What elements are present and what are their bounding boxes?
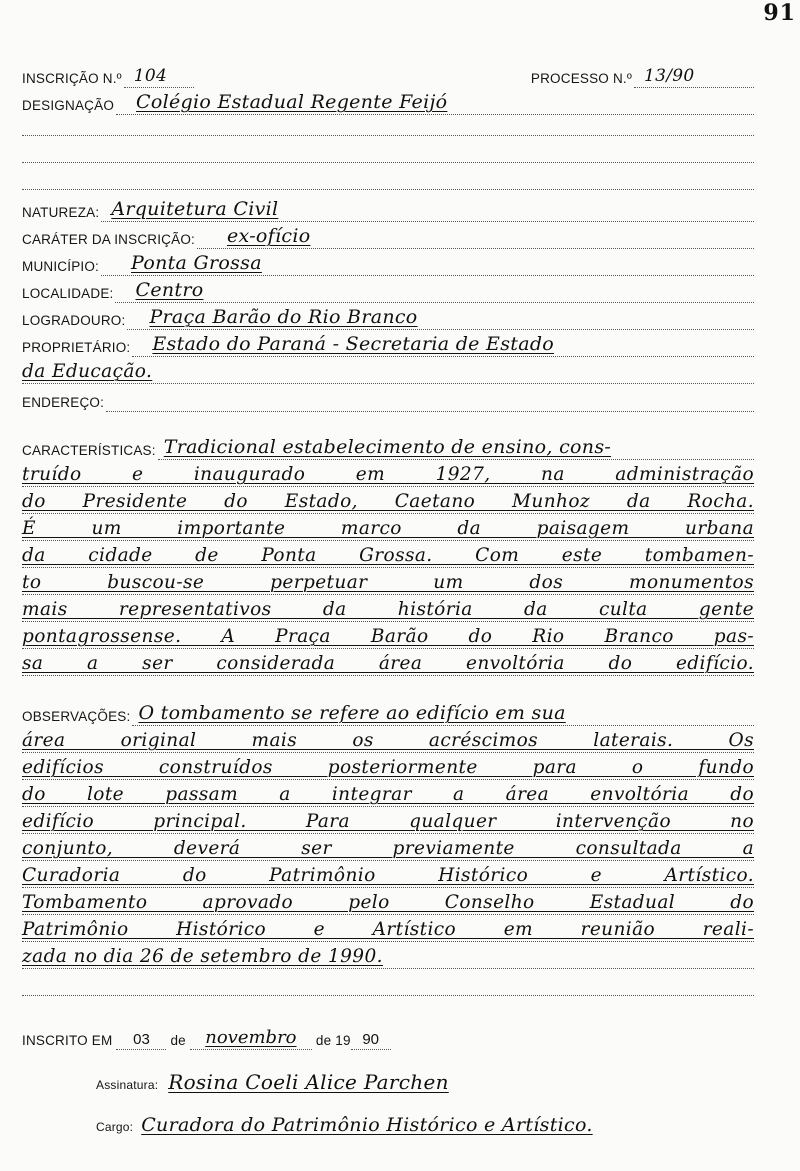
blank-line — [22, 162, 754, 190]
municipio-label: MUNICÍPIO: — [22, 259, 100, 274]
logradouro-row — [22, 302, 754, 330]
logradouro-field — [127, 303, 754, 330]
caracteristicas-line — [22, 486, 754, 514]
blank-line — [22, 108, 754, 136]
caracteristicas-line — [22, 513, 754, 541]
observacoes-field — [132, 699, 754, 726]
blank-line — [22, 968, 754, 996]
inscrito-row — [22, 1024, 395, 1050]
observacoes-line — [22, 806, 754, 834]
observacoes-text: edifício principal. Para qualquer intervenção no — [22, 811, 754, 832]
logradouro-label: LOGRADOURO: — [22, 313, 126, 328]
cargo-value: Curadora do Patrimônio Histórico e Artístico. — [141, 1114, 593, 1136]
observacoes-text: Tombamento aprovado pelo Conselho Estadual do — [22, 892, 754, 913]
caracteristicas-line-1: Tradicional estabelecimento de ensino, cons- — [163, 436, 612, 458]
observacoes-text: conjunto, deverá ser previamente consultada a — [22, 838, 754, 859]
caracteristicas-field — [158, 433, 754, 460]
observacoes-text: do lote passam a integrar a área envoltória do — [22, 784, 754, 805]
blank-line — [22, 135, 754, 163]
observacoes-text: área original mais os acréscimos laterais. Os — [22, 730, 754, 751]
endereco-field — [106, 385, 754, 412]
proprietario-line-2: da Educação. — [22, 361, 153, 382]
assinatura-signature: Rosina Coeli Alice Parchen — [168, 1070, 449, 1094]
carater-row — [22, 221, 754, 249]
municipio-field — [101, 249, 754, 276]
processo-label: PROCESSO N.º — [530, 71, 632, 86]
observacoes-text: Curadoria do Patrimônio Histórico e Artístico. — [22, 865, 754, 886]
observacoes-line — [22, 833, 754, 861]
localidade-value: Centro — [135, 279, 204, 301]
caracteristicas-text: do Presidente do Estado, Caetano Munhoz da Rocha. — [22, 491, 754, 512]
municipio-value: Ponta Grossa — [131, 252, 262, 274]
caracteristicas-text: truído e inaugurado em 1927, na administração — [22, 464, 754, 485]
natureza-label: NATUREZA: — [22, 205, 100, 220]
inscrito-year-label: de 19 — [315, 1033, 351, 1048]
cargo-row — [96, 1108, 593, 1136]
inscrito-day: 03 — [116, 1031, 166, 1050]
localidade-row — [22, 275, 754, 303]
cargo-label: Cargo: — [96, 1120, 134, 1134]
proprietario-continuation — [22, 356, 754, 384]
proprietario-field — [132, 330, 754, 357]
caracteristicas-text: to buscou-se perpetuar um dos monumentos — [22, 572, 754, 593]
caracteristicas-text: sa a ser considerada área envoltória do edifício. — [22, 653, 754, 674]
assinatura-label: Assinatura: — [96, 1078, 159, 1092]
observacoes-text: zada no dia 26 de setembro de 1990. — [22, 946, 383, 967]
observacoes-line — [22, 779, 754, 807]
caracteristicas-line — [22, 459, 754, 487]
logradouro-value: Praça Barão do Rio Branco — [149, 306, 418, 328]
proprietario-label: PROPRIETÁRIO: — [22, 340, 131, 355]
inscrito-year: 90 — [351, 1031, 391, 1050]
carater-value: ex-ofício — [226, 225, 311, 247]
caracteristicas-line — [22, 594, 754, 622]
observacoes-text: Patrimônio Histórico e Artístico em reunião reali- — [22, 919, 754, 940]
inscrito-month: novembro — [190, 1027, 312, 1050]
proprietario-line-1: Estado do Paraná - Secretaria de Estado — [152, 333, 555, 355]
caracteristicas-text: É um importante marco da paisagem urbana — [22, 518, 754, 539]
designacao-value: Colégio Estadual Regente Feijó — [136, 91, 448, 113]
endereco-label: ENDEREÇO: — [22, 395, 105, 410]
caracteristicas-line — [22, 540, 754, 568]
localidade-field — [115, 276, 754, 303]
processo-value: 13/90 — [644, 66, 695, 86]
page-number: 91 — [763, 0, 796, 26]
assinatura-row — [96, 1066, 449, 1094]
carater-label: CARÁTER DA INSCRIÇÃO: — [22, 232, 195, 247]
processo-field — [634, 61, 754, 88]
caracteristicas-line — [22, 567, 754, 595]
inscricao-field — [124, 61, 194, 88]
municipio-row — [22, 248, 754, 276]
caracteristicas-line — [22, 648, 754, 676]
inscricao-row — [22, 60, 754, 88]
proprietario-row — [22, 329, 754, 357]
localidade-label: LOCALIDADE: — [22, 286, 114, 301]
inscricao-label: INSCRIÇÃO N.º — [22, 71, 122, 86]
observacoes-line — [22, 914, 754, 942]
observacoes-label: OBSERVAÇÕES: — [22, 709, 131, 724]
caracteristicas-text: mais representativos da história da culta gente — [22, 599, 754, 620]
inscrito-label: INSCRITO EM — [22, 1033, 113, 1048]
observacoes-line — [22, 725, 754, 753]
observacoes-line-1: O tombamento se refere ao edifício em sua — [138, 702, 566, 724]
endereco-row — [22, 384, 754, 412]
observacoes-line — [22, 752, 754, 780]
observacoes-line — [22, 941, 754, 969]
caracteristicas-label: CARACTERÍSTICAS: — [22, 443, 156, 458]
observacoes-line — [22, 887, 754, 915]
caracteristicas-row — [22, 432, 754, 460]
observacoes-line — [22, 860, 754, 888]
carater-field — [197, 222, 754, 249]
inscrito-de-label: de — [170, 1033, 186, 1048]
designacao-label: DESIGNAÇÃO — [22, 98, 115, 113]
caracteristicas-line — [22, 621, 754, 649]
natureza-row — [22, 194, 754, 222]
observacoes-row — [22, 698, 754, 726]
caracteristicas-text: pontagrossense. A Praça Barão do Rio Branco pas- — [22, 626, 754, 647]
inscricao-value: 104 — [133, 66, 168, 86]
caracteristicas-text: da cidade de Ponta Grossa. Com este tombamen- — [22, 545, 754, 566]
natureza-value: Arquitetura Civil — [111, 198, 279, 220]
observacoes-text: edifícios construídos posteriormente para o fundo — [22, 757, 754, 778]
natureza-field — [101, 195, 754, 222]
